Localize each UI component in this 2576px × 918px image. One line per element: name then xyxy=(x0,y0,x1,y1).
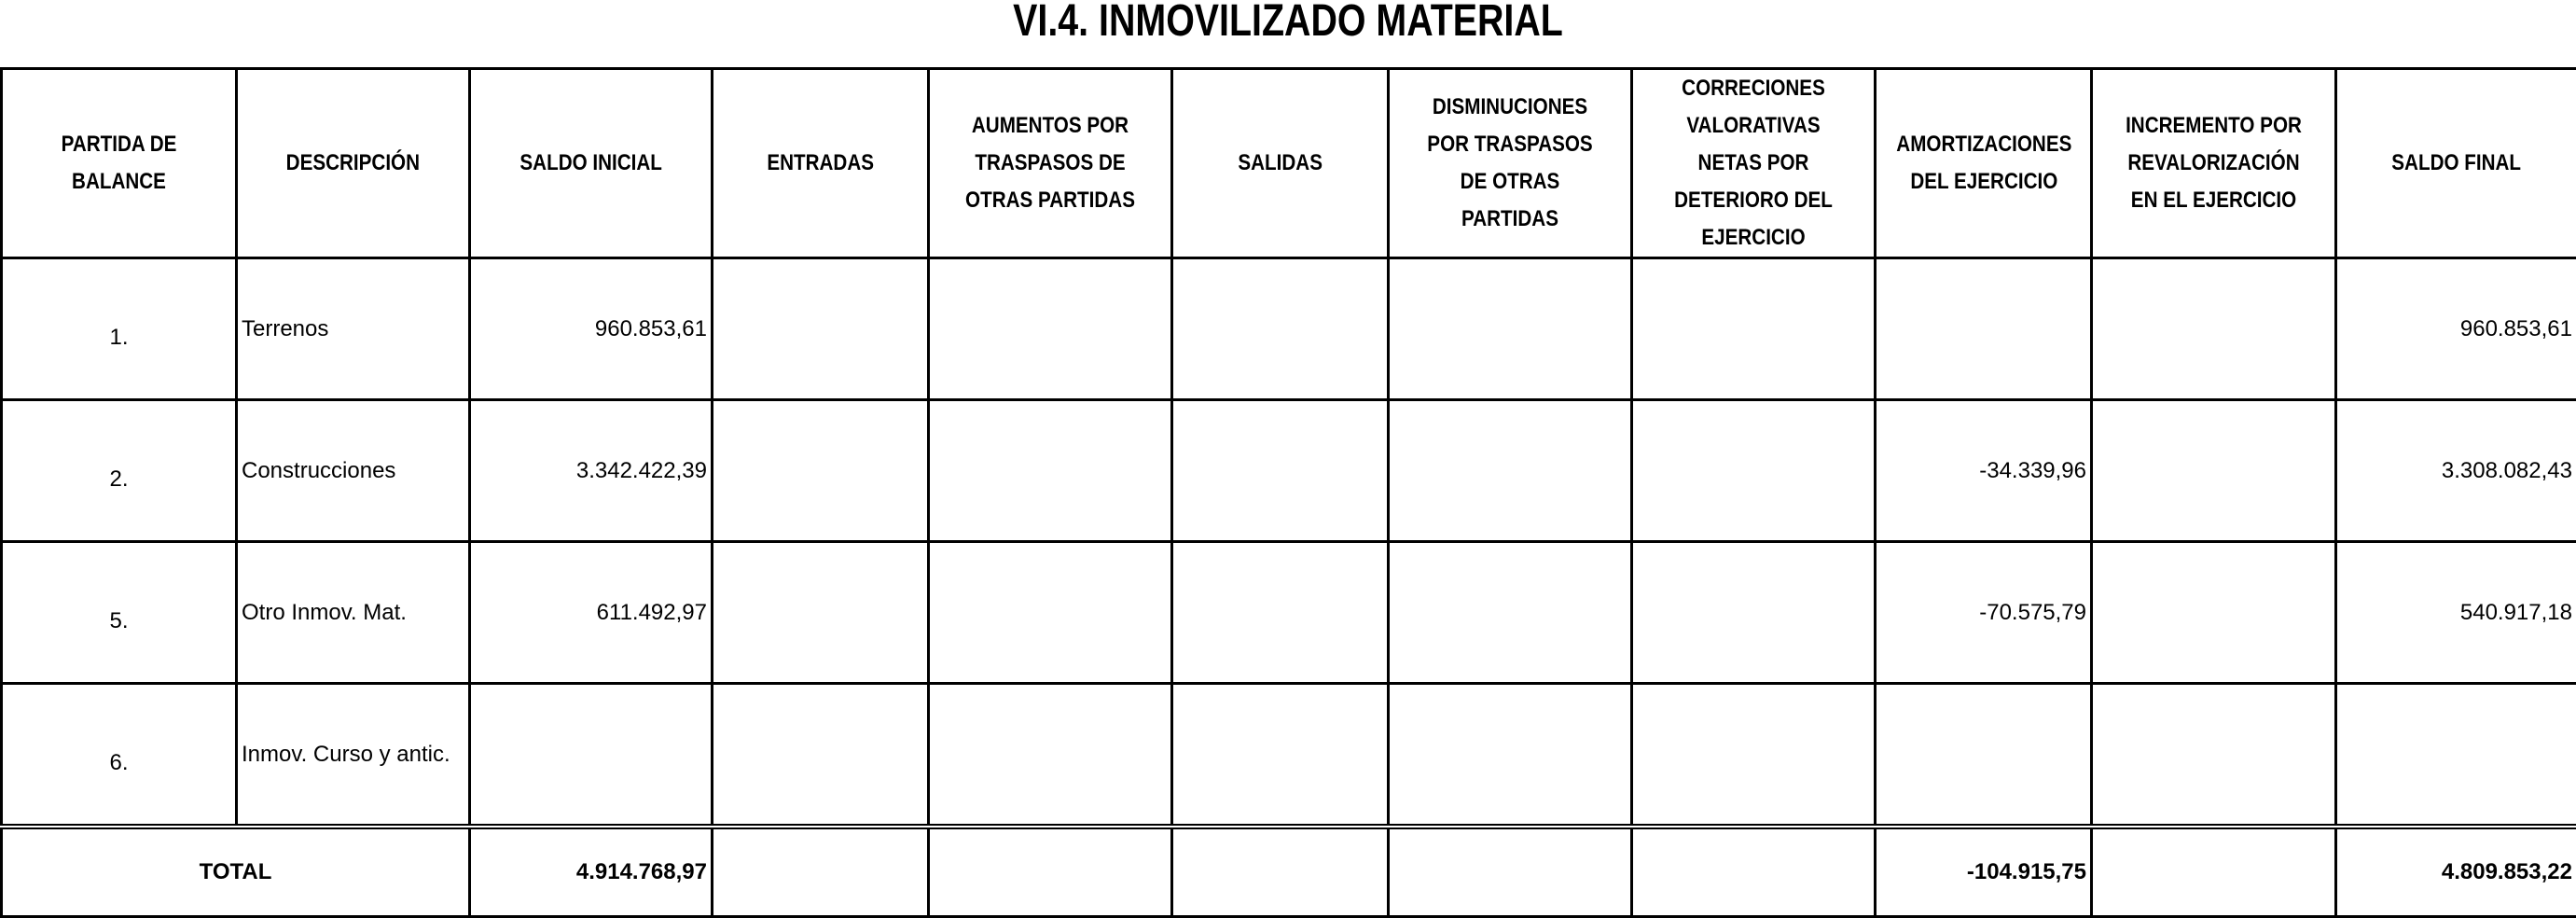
cell-disminuciones xyxy=(1389,400,1632,542)
header-saldo-final: SALDO FINAL xyxy=(2336,69,2576,258)
header-incremento: INCREMENTO POR REVALORIZACIÓN EN EL EJERCICIO xyxy=(2092,69,2336,258)
cell-incremento xyxy=(2092,400,2336,542)
total-incremento xyxy=(2092,827,2336,917)
header-row xyxy=(2,69,2576,258)
cell-salidas xyxy=(1172,684,1389,828)
header-salidas: SALIDAS xyxy=(1172,69,1389,258)
total-entradas xyxy=(713,827,929,917)
total-salidas xyxy=(1172,827,1389,917)
total-saldo-inicial: 4.914.768,97 xyxy=(470,827,713,917)
cell-descripcion: Terrenos xyxy=(237,258,470,400)
cell-salidas xyxy=(1172,542,1389,684)
header-saldo-inicial: SALDO INICIAL xyxy=(470,69,713,258)
cell-amortizaciones: -34.339,96 xyxy=(1876,400,2092,542)
total-correcciones xyxy=(1632,827,1876,917)
cell-salidas xyxy=(1172,258,1389,400)
cell-correcciones xyxy=(1632,258,1876,400)
table-row xyxy=(2,684,2576,828)
cell-partida: 1. xyxy=(2,258,237,400)
cell-descripcion: Inmov. Curso y antic. xyxy=(237,684,470,828)
cell-saldo-final: 960.853,61 xyxy=(2336,258,2576,400)
cell-disminuciones xyxy=(1389,542,1632,684)
cell-amortizaciones xyxy=(1876,684,2092,828)
cell-incremento xyxy=(2092,542,2336,684)
total-saldo-final: 4.809.853,22 xyxy=(2336,827,2576,917)
cell-aumentos xyxy=(929,542,1172,684)
cell-descripcion: Otro Inmov. Mat. xyxy=(237,542,470,684)
cell-entradas xyxy=(713,542,929,684)
cell-saldo-final: 540.917,18 xyxy=(2336,542,2576,684)
total-disminuciones xyxy=(1389,827,1632,917)
cell-incremento xyxy=(2092,684,2336,828)
cell-aumentos xyxy=(929,400,1172,542)
cell-saldo-inicial: 3.342.422,39 xyxy=(470,400,713,542)
cell-partida: 6. xyxy=(2,684,237,828)
cell-disminuciones xyxy=(1389,684,1632,828)
header-partida: PARTIDA DE BALANCE xyxy=(2,69,237,258)
header-descripcion: DESCRIPCIÓN xyxy=(237,69,470,258)
header-aumentos: AUMENTOS POR TRASPASOS DE OTRAS PARTIDAS xyxy=(929,69,1172,258)
cell-correcciones xyxy=(1632,400,1876,542)
cell-saldo-final xyxy=(2336,684,2576,828)
cell-partida: 2. xyxy=(2,400,237,542)
cell-entradas xyxy=(713,684,929,828)
cell-incremento xyxy=(2092,258,2336,400)
total-aumentos xyxy=(929,827,1172,917)
cell-correcciones xyxy=(1632,684,1876,828)
total-label: TOTAL xyxy=(2,827,470,917)
cell-aumentos xyxy=(929,258,1172,400)
table-row xyxy=(2,542,2576,684)
cell-correcciones xyxy=(1632,542,1876,684)
page-title: VI.4. INMOVILIZADO MATERIAL xyxy=(232,0,2345,67)
inmovilizado-table xyxy=(0,67,2576,918)
cell-salidas xyxy=(1172,400,1389,542)
table-row xyxy=(2,258,2576,400)
cell-amortizaciones: -70.575,79 xyxy=(1876,542,2092,684)
cell-saldo-final: 3.308.082,43 xyxy=(2336,400,2576,542)
total-row xyxy=(2,827,2576,917)
cell-saldo-inicial: 960.853,61 xyxy=(470,258,713,400)
cell-partida: 5. xyxy=(2,542,237,684)
total-amortizaciones: -104.915,75 xyxy=(1876,827,2092,917)
header-correcciones: CORRECIONES VALORATIVAS NETAS POR DETERIORO DEL EJERCICIO xyxy=(1632,69,1876,258)
header-disminuciones: DISMINUCIONES POR TRASPASOS DE OTRAS PARTIDAS xyxy=(1389,69,1632,258)
cell-descripcion: Construcciones xyxy=(237,400,470,542)
cell-entradas xyxy=(713,400,929,542)
header-entradas: ENTRADAS xyxy=(713,69,929,258)
cell-disminuciones xyxy=(1389,258,1632,400)
cell-saldo-inicial xyxy=(470,684,713,828)
cell-aumentos xyxy=(929,684,1172,828)
header-amortizaciones: AMORTIZACIONES DEL EJERCICIO xyxy=(1876,69,2092,258)
cell-saldo-inicial: 611.492,97 xyxy=(470,542,713,684)
table-row xyxy=(2,400,2576,542)
cell-entradas xyxy=(713,258,929,400)
cell-amortizaciones xyxy=(1876,258,2092,400)
